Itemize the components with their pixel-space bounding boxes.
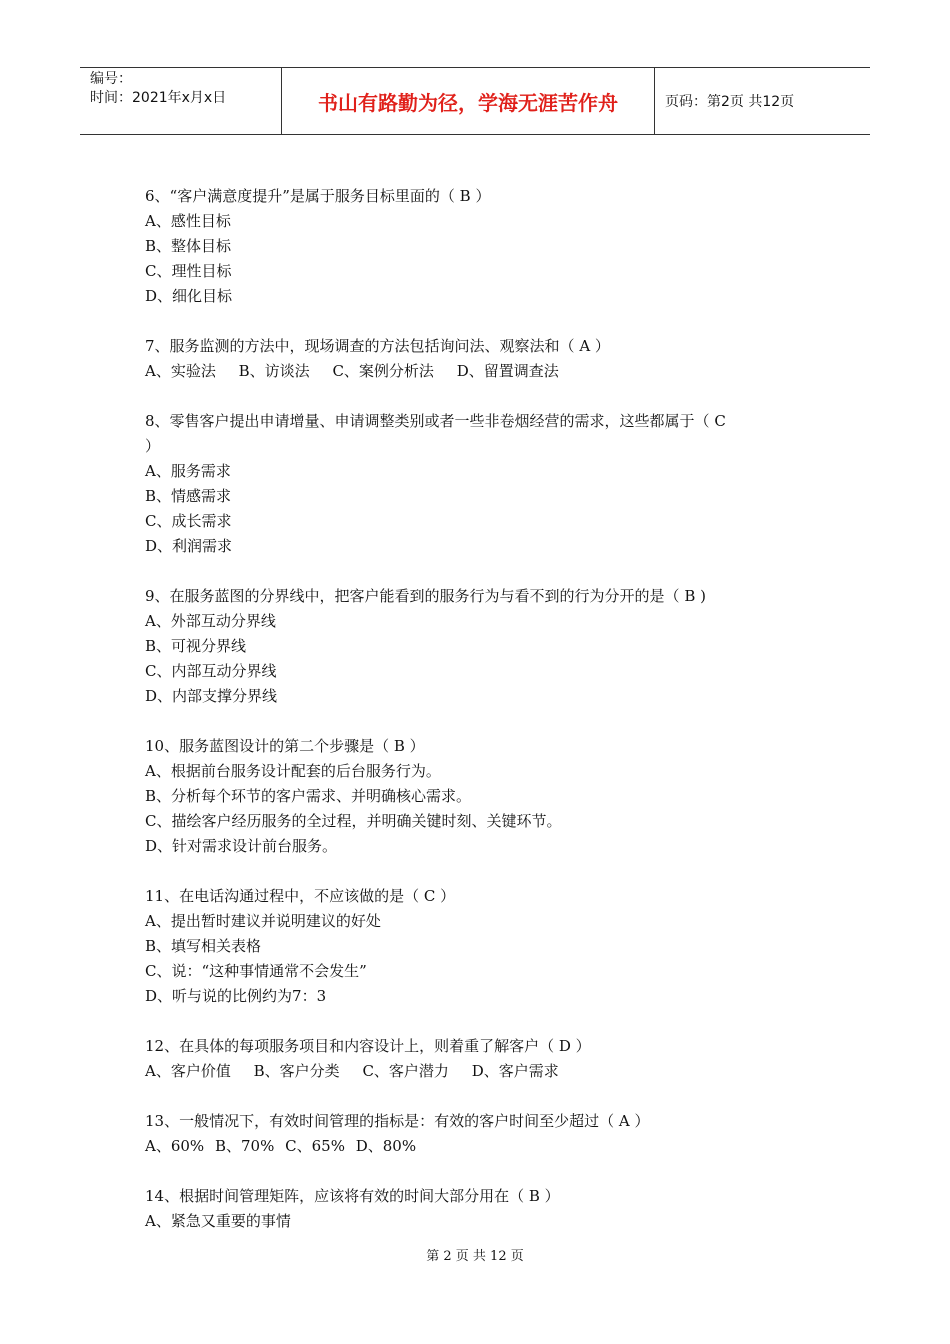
option: C、65% bbox=[285, 1137, 345, 1155]
option: C、描绘客户经历服务的全过程，并明确关键时刻、关键环节。 bbox=[145, 812, 562, 830]
header-meta bbox=[80, 68, 282, 134]
question-11 bbox=[145, 884, 805, 1009]
header-motto: 书山有路勤为径，学海无涯苦作舟 bbox=[282, 68, 655, 134]
option: B、可视分界线 bbox=[145, 637, 247, 655]
inline-options bbox=[145, 1059, 805, 1084]
option: D、客户需求 bbox=[471, 1062, 559, 1080]
option: C、客户潜力 bbox=[362, 1062, 449, 1080]
option: A、感性目标 bbox=[145, 212, 231, 230]
option: A、外部互动分界线 bbox=[145, 612, 276, 630]
page-header bbox=[80, 67, 870, 135]
question-9 bbox=[145, 584, 805, 709]
option: D、利润需求 bbox=[145, 537, 233, 555]
option: C、案例分析法 bbox=[332, 362, 434, 380]
question-stem: 14、根据时间管理矩阵，应该将有效的时间大部分用在（ B ） bbox=[145, 1187, 560, 1205]
option: D、80% bbox=[355, 1137, 417, 1155]
question-stem: 13、一般情况下，有效时间管理的指标是：有效的客户时间至少超过（ A ） bbox=[145, 1112, 650, 1130]
option: A、客户价值 bbox=[145, 1062, 231, 1080]
question-list bbox=[145, 184, 805, 1259]
question-stem: 12、在具体的每项服务项目和内容设计上，则着重了解客户（ D ） bbox=[145, 1037, 591, 1055]
question-stem: 7、服务监测的方法中，现场调查的方法包括询问法、观察法和（ A ） bbox=[145, 337, 610, 355]
option: C、理性目标 bbox=[145, 262, 232, 280]
doc-time-label: 时间：2021年x月x日 bbox=[90, 90, 227, 106]
question-13 bbox=[145, 1109, 805, 1159]
question-10 bbox=[145, 734, 805, 859]
header-page-info: 页码：第2页 共12页 bbox=[665, 94, 795, 110]
question-stem: 6、“客户满意度提升”是属于服务目标里面的（ B ） bbox=[145, 187, 491, 205]
option: B、情感需求 bbox=[145, 487, 232, 505]
question-12 bbox=[145, 1034, 805, 1084]
question-6 bbox=[145, 184, 805, 309]
question-stem: 9、在服务蓝图的分界线中，把客户能看到的服务行为与看不到的行为分开的是（ B ) bbox=[145, 587, 706, 605]
option: A、实验法 bbox=[145, 362, 216, 380]
option: C、说：“这种事情通常不会发生” bbox=[145, 962, 367, 980]
question-stem: 10、服务蓝图设计的第二个步骤是（ B ） bbox=[145, 737, 425, 755]
question-7 bbox=[145, 334, 805, 384]
doc-number-label: 编号： bbox=[90, 71, 132, 87]
option: B、70% bbox=[214, 1137, 275, 1155]
option: D、内部支撑分界线 bbox=[145, 687, 278, 705]
option: C、内部互动分界线 bbox=[145, 662, 277, 680]
inline-options bbox=[145, 1134, 805, 1159]
option: D、细化目标 bbox=[145, 287, 233, 305]
option: A、紧急又重要的事情 bbox=[145, 1212, 291, 1230]
inline-options bbox=[145, 359, 805, 384]
page-footer: 第 2 页 共 12 页 bbox=[426, 1249, 524, 1264]
question-8 bbox=[145, 409, 805, 559]
option: B、客户分类 bbox=[253, 1062, 340, 1080]
option: D、针对需求设计前台服务。 bbox=[145, 837, 338, 855]
option: B、分析每个环节的客户需求、并明确核心需求。 bbox=[145, 787, 472, 805]
option: B、整体目标 bbox=[145, 237, 232, 255]
question-stem: 8、零售客户提出申请增量、申请调整类别或者一些非卷烟经营的需求，这些都属于（ C bbox=[145, 412, 726, 430]
option: B、访谈法 bbox=[238, 362, 310, 380]
question-14 bbox=[145, 1184, 805, 1234]
question-stem-continued: ） bbox=[145, 437, 161, 455]
option: D、留置调查法 bbox=[456, 362, 559, 380]
option: A、60% bbox=[145, 1137, 205, 1155]
option: B、填写相关表格 bbox=[145, 937, 262, 955]
option: A、服务需求 bbox=[145, 462, 231, 480]
option: A、根据前台服务设计配套的后台服务行为。 bbox=[145, 762, 441, 780]
option: A、提出暂时建议并说明建议的好处 bbox=[145, 912, 381, 930]
question-stem: 11、在电话沟通过程中，不应该做的是（ C ） bbox=[145, 887, 456, 905]
option: C、成长需求 bbox=[145, 512, 232, 530]
option: D、听与说的比例约为7：3 bbox=[145, 987, 327, 1005]
